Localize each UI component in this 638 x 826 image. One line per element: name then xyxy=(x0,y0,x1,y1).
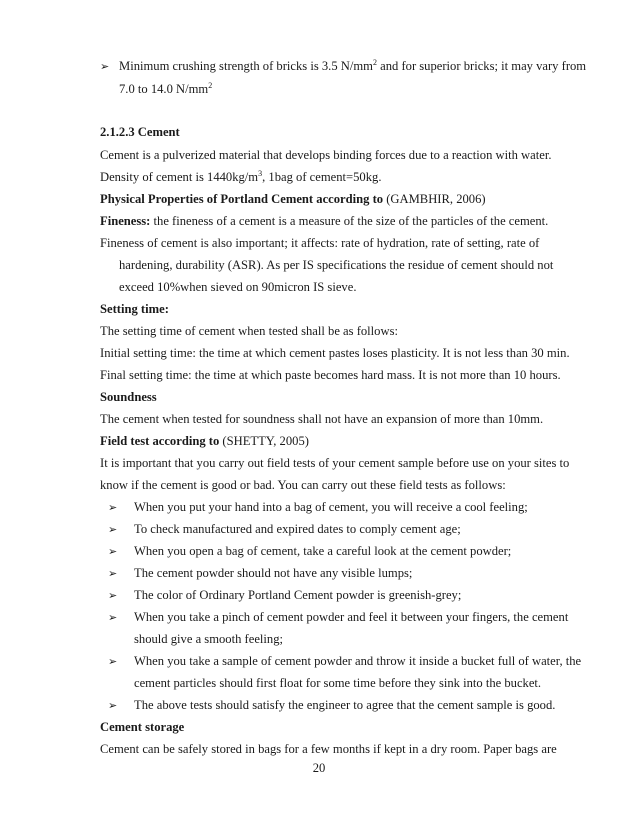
fineness-paragraph-cont: exceed 10%when sieved on 90micron IS sieve. xyxy=(119,280,357,294)
arrow-bullet-icon: ➢ xyxy=(108,590,118,602)
cement-intro: Cement is a pulverized material that develops binding forces due to a reaction with water. xyxy=(100,148,552,162)
cement-storage-heading: Cement storage xyxy=(100,720,185,734)
setting-time-line: The setting time of cement when tested shall be as follows: xyxy=(100,324,398,338)
field-bullet: ➢ When you put your hand into a bag of cement, you will receive a cool feeling; xyxy=(108,500,528,514)
field-bullet-cont: should give a smooth feeling; xyxy=(134,632,284,646)
density-line: Density of cement is $1440kg/m^3$, 1bag of cement=50kg. xyxy=(100,168,382,184)
physical-properties-heading: Physical Properties of Portland Cement according to (GAMBHIR, 2006) xyxy=(100,192,486,206)
arrow-bullet-icon: ➢ xyxy=(108,524,118,536)
field-bullet: ➢ The color of Ordinary Portland Cement powder is greenish-grey; xyxy=(108,588,462,602)
field-bullet-cont: cement particles should first float for some time before they sink into the bucket. xyxy=(134,676,542,690)
field-bullet: ➢ When you take a sample of cement powder and throw it inside a bucket full of water, the xyxy=(108,654,582,668)
bullet-crushing-strength-cont: 7.0 to 14.0 $N/mm^2$ xyxy=(119,80,213,96)
arrow-bullet-icon: ➢ xyxy=(108,700,118,712)
fineness-paragraph-cont: hardening, durability (ASR). As per IS specifications the residue of cement should not xyxy=(119,258,554,272)
bullet-crushing-strength: ➢ Minimum crushing strength of bricks is 3.5 $N/mm^2$ and for superior bricks; it may vary from xyxy=(100,57,587,73)
initial-setting-time: Initial setting time: the time at which cement pastes loses plasticity. It is not less than 30 min. xyxy=(100,346,570,360)
soundness-line: The cement when tested for soundness shall not have an expansion of more than 10mm. xyxy=(100,412,544,426)
field-bullet: ➢ When you take a pinch of cement powder and feel it between your fingers, the cement xyxy=(108,610,569,624)
field-test-intro: It is important that you carry out field tests of your cement sample before use on your sites to xyxy=(100,456,570,470)
field-bullet: ➢ When you open a bag of cement, take a careful look at the cement powder; xyxy=(108,544,512,558)
field-test-heading: Field test according to (SHETTY, 2005) xyxy=(100,434,309,448)
soundness-heading: Soundness xyxy=(100,390,157,404)
arrow-bullet-icon: ➢ xyxy=(100,61,110,73)
final-setting-time: Final setting time: the time at which paste becomes hard mass. It is not more than 10 hours. xyxy=(100,368,561,382)
fineness-paragraph: Fineness of cement is also important; it affects: rate of hydration, rate of setting, rate of xyxy=(100,236,540,250)
page-number: 20 xyxy=(312,761,326,775)
setting-time-heading: Setting time: xyxy=(100,302,169,316)
arrow-bullet-icon: ➢ xyxy=(108,568,118,580)
arrow-bullet-icon: ➢ xyxy=(108,656,118,668)
field-test-intro-cont: know if the cement is good or bad. You can carry out these field tests as follows: xyxy=(100,478,506,492)
arrow-bullet-icon: ➢ xyxy=(108,612,118,624)
field-bullet: ➢ The above tests should satisfy the engineer to agree that the cement sample is good. xyxy=(108,698,556,712)
arrow-bullet-icon: ➢ xyxy=(108,546,118,558)
section-heading-cement: 2.1.2.3 Cement xyxy=(100,125,180,139)
field-bullet: ➢ To check manufactured and expired dates to comply cement age; xyxy=(108,522,461,536)
cement-storage-line: Cement can be safely stored in bags for a few months if kept in a dry room. Paper bags are xyxy=(100,742,557,756)
field-bullet: ➢ The cement powder should not have any visible lumps; xyxy=(108,566,413,580)
arrow-bullet-icon: ➢ xyxy=(108,502,118,514)
fineness-definition: Fineness: the fineness of a cement is a measure of the size of the particles of the cement. xyxy=(100,214,549,228)
